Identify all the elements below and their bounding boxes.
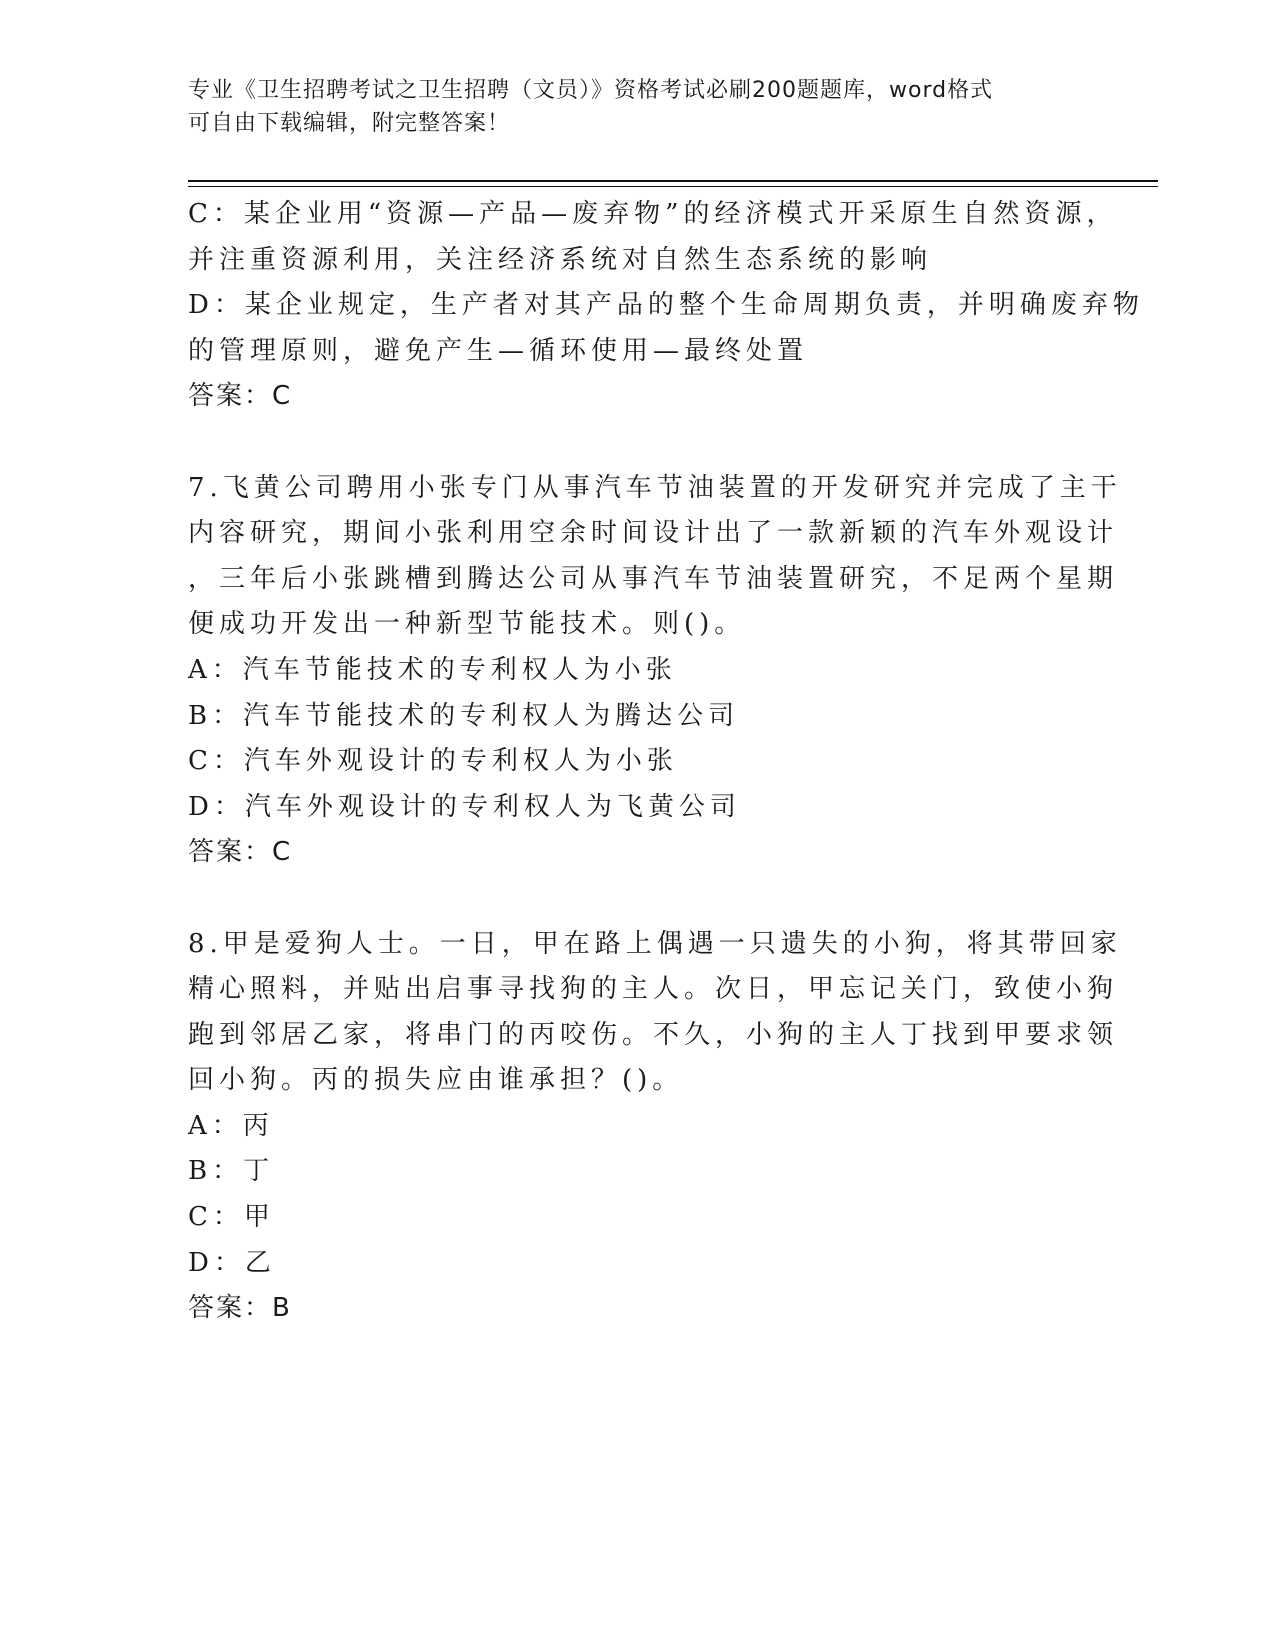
option-a: A：汽车节能技术的专利权人为小张 [188,654,677,685]
document-header [188,74,1088,140]
answer-line: 答案：B [188,1293,292,1324]
question-block [188,466,1122,876]
header-line: 专业《卫生招聘考试之卫生招聘（文员）》资格考试必刷200题题库，word格式 [188,78,994,103]
option-text: C：某企业用“资源—产品—废弃物”的经济模式开采原生自然资源， [188,199,1118,229]
question-text: 跑到邻居乙家，将串门的丙咬伤。不久，小狗的主人丁找到甲要求领 [188,1019,1119,1050]
spacer [188,876,1088,922]
option-text: D：某企业规定，生产者对其产品的整个生命周期负责，并明确废弃物 [188,290,1144,321]
header-line: 可自由下载编辑，附完整答案！ [188,111,511,136]
option-text: 的管理原则，避免产生—循环使用—最终处置 [188,335,809,366]
option-b: B：丁 [188,1156,275,1187]
header-divider [188,180,1158,182]
question-text: 7.飞黄公司聘用小张专门从事汽车节油装置的开发研究并完成了主干 [188,472,1122,503]
option-text: 并注重资源利用，关注经济系统对自然生态系统的影响 [188,244,933,275]
question-text: 便成功开发出一种新型节能技术。则()。 [188,609,746,640]
option-a: A：丙 [188,1110,274,1141]
question-text: 精心照料，并贴出启事寻找狗的主人。次日，甲忘记关门，致使小狗 [188,974,1119,1005]
answer-line: 答案：C [188,837,293,868]
option-b: B：汽车节能技术的专利权人为腾达公司 [188,700,740,731]
document-body [188,192,1144,1332]
spacer [188,420,1088,466]
question-text: 8.甲是爱狗人士。一日，甲在路上偶遇一只遗失的小狗，将其带回家 [188,928,1122,959]
question-text: 内容研究，期间小张利用空余时间设计出了一款新颖的汽车外观设计 [188,518,1119,549]
option-c: C：甲 [188,1202,275,1233]
question-text: ，三年后小张跳槽到腾达公司从事汽车节油装置研究，不足两个星期 [188,563,1119,594]
question-block [188,922,1122,1332]
answer-line: 答案：C [188,381,293,412]
option-c: C：汽车外观设计的专利权人为小张 [188,746,678,777]
option-d: D：汽车外观设计的专利权人为飞黄公司 [188,791,741,822]
option-d: D：乙 [188,1247,276,1278]
header-divider-thin [188,186,1158,187]
question-text: 回小狗。丙的损失应由谁承担？()。 [188,1065,684,1096]
question-block [188,192,1144,420]
